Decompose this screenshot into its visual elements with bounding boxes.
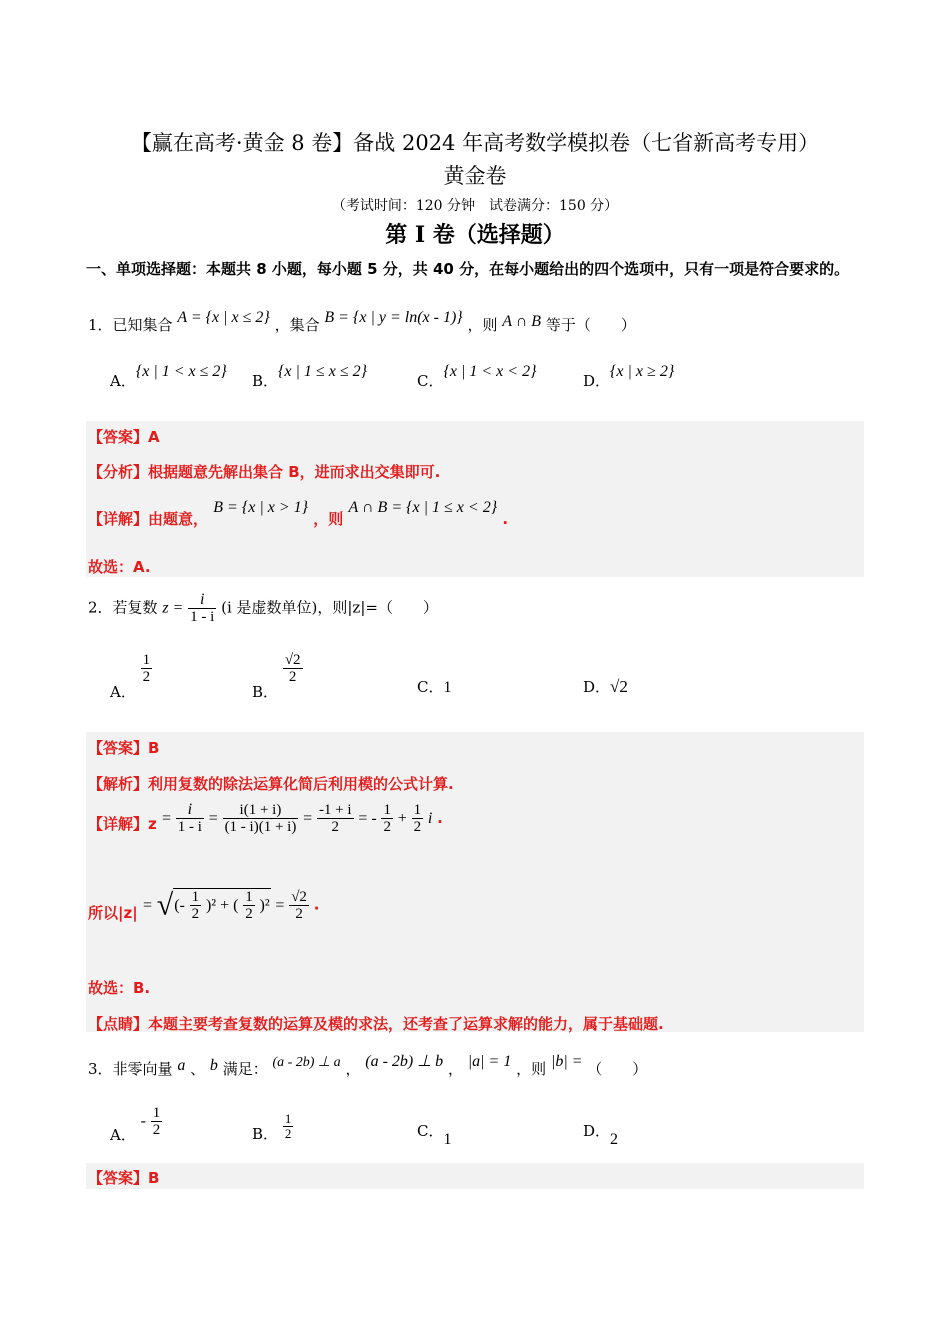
q1-expr: A ∩ B (502, 313, 542, 330)
q1-prefix: 1．已知集合 (88, 316, 173, 334)
q3-option-b: B． $\frac{1}{2}$ (252, 1111, 292, 1143)
q2-analysis: 【解析】利用复数的除法运算化简后利用模的公式计算. (88, 775, 454, 793)
q2-option-d: D．√2 (583, 677, 628, 696)
q3-option-c: C．1 (417, 1122, 452, 1148)
paper-subtitle: 黄金卷 (443, 164, 507, 188)
q3-solution-box (86, 1163, 864, 1189)
q1-analysis: 【分析】根据题意先解出集合 B，进而求出交集即可. (88, 463, 441, 481)
q1-set-a: A = {x | x ≤ 2} (177, 309, 270, 326)
section-title: 第 I 卷（选择题） (385, 222, 565, 248)
q2-choose: 故选：B. (88, 979, 151, 997)
section-instructions: 一、单项选择题：本题共 8 小题，每小题 5 分，共 40 分，在每小题给出的四个选项中，只有一项是符合要求的。 (86, 260, 850, 278)
q1-mid: ，集合 (274, 316, 320, 334)
q2-option-b: B． $\frac{√2}{2}$ (252, 652, 301, 701)
question-3: 3．非零向量 a 、 b 满足： (a - 2b) ⊥ a ， (a - 2b) ⊥ b ， |a| = 1 ，则 |b| = （ ） (88, 1053, 648, 1078)
q1-option-b: B．{x | 1 ≤ x ≤ 2} (252, 363, 367, 390)
q2-comment: 【点睛】本题主要考查复数的运算及模的求法，还考查了运算求解的能力，属于基础题. (88, 1015, 664, 1033)
q2-option-a: A． $\frac{1}{2}$ (110, 652, 151, 701)
q1-choose: 故选：A. (88, 558, 151, 576)
q2-prefix: 2．若复数 (88, 598, 158, 617)
exam-info: （考试时间：120 分钟 试卷满分：150 分） (331, 198, 619, 214)
q1-answer: 【答案】A (88, 428, 160, 446)
q2-modulus: 所以|z| = √(- $\frac{1}{2}$ )² + ( $\frac{1}{2}$ )² = $\frac{√2}{2}$ . (88, 888, 320, 922)
q1-end: 等于（ ） (545, 316, 636, 334)
q1-option-c: C．{x | 1 < x < 2} (417, 363, 537, 390)
q3-option-d: D．2 (583, 1122, 619, 1148)
q2-detail: 【详解】z = $\frac{i}{1 - i}$ = $\frac{i(1 + i)}{(1 - i)(1 + i)}$ = $\frac{-1 + i}{2}$ = - $\frac{1}{2}$ + $\frac{1}{2}$ i . (88, 801, 443, 835)
q2-answer: 【答案】B (88, 739, 160, 757)
paper-title: 【赢在高考·黄金 8 卷】备战 2024 年高考数学模拟卷（七省新高考专用） (130, 131, 820, 155)
q3-answer: 【答案】B (88, 1169, 160, 1187)
q2-fraction: $\frac{i}{1 - i}$ (190, 591, 215, 625)
q1-set-b: B = {x | y = ln(x - 1)} (324, 309, 463, 326)
question-1 (88, 309, 636, 335)
q2-option-c: C．1 (417, 678, 452, 696)
q1-option-d: D．{x | x ≥ 2} (583, 363, 675, 390)
q3-option-a: A． - $\frac{1}{2}$ (110, 1105, 161, 1144)
question-2: 2．若复数 z = $\frac{i}{1 - i}$ (i 是虚数单位)，则|z|=（ ） (88, 591, 438, 625)
q1-detail: 【详解】由题意， B = {x | x > 1} ，则 A ∩ B = {x | 1 ≤ x < 2} . (88, 499, 509, 528)
q1-tail: ，则 (467, 316, 498, 334)
q1-option-a: A．{x | 1 < x ≤ 2} (110, 363, 227, 390)
